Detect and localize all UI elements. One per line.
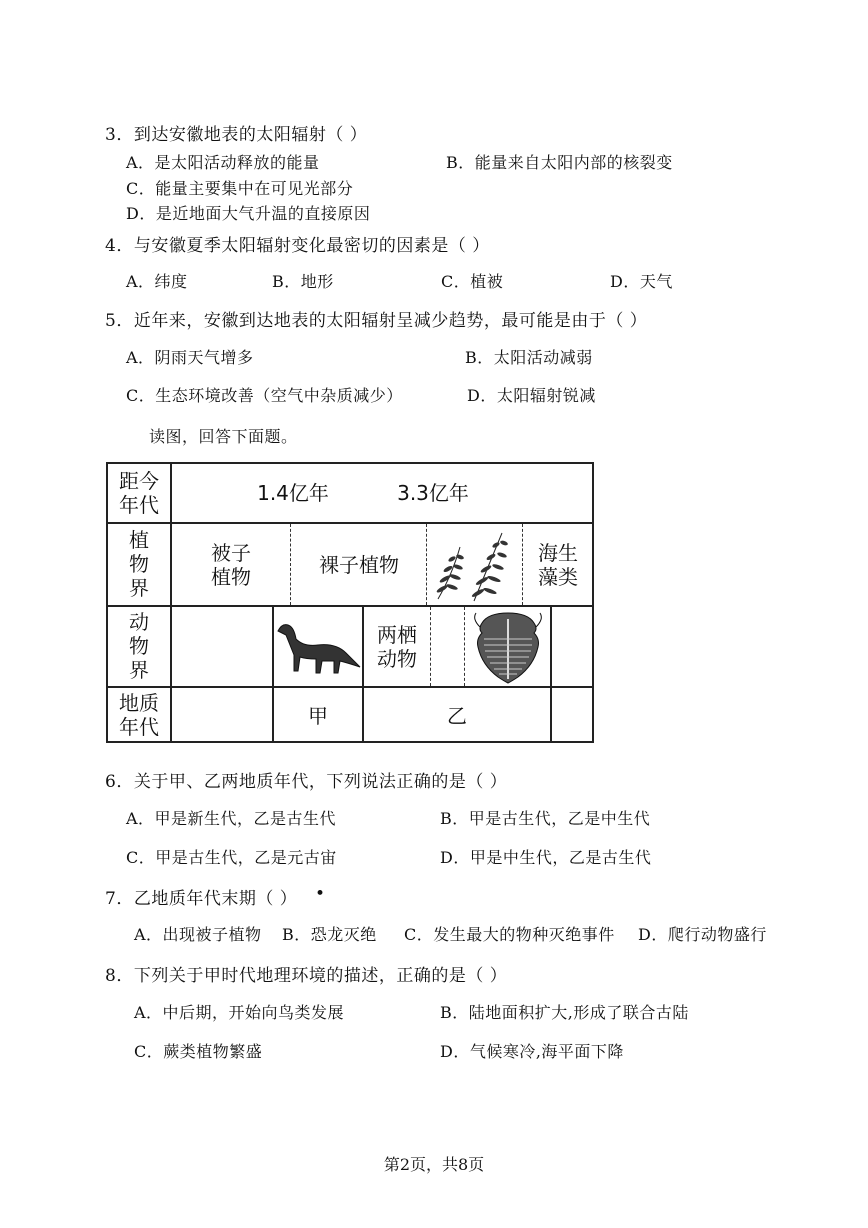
q6-option-d: D．甲是中生代，乙是古生代	[440, 848, 652, 867]
fern-illustration	[428, 524, 522, 605]
era-jia: 甲	[308, 703, 328, 728]
era-row-header: 地质 年代	[108, 686, 172, 743]
q3-option-d: D．是近地面大气升温的直接原因	[126, 204, 371, 223]
q7-mark: •	[315, 884, 326, 904]
q6-stem: 6．关于甲、乙两地质年代，下列说法正确的是（ ）	[105, 772, 508, 792]
q7-option-a: A．出现被子植物	[134, 925, 262, 944]
q7-stem: 7．乙地质年代末期（ ）	[105, 889, 298, 909]
q3-stem: 3．到达安徽地表的太阳辐射（ ）	[105, 125, 368, 145]
q8-option-a: A．中后期，开始向鸟类发展	[134, 1003, 345, 1022]
q5-stem: 5．近年来，安徽到达地表的太阳辐射呈减少趋势，最可能是由于（ ）	[105, 311, 648, 331]
q4-option-b: B．地形	[272, 272, 334, 291]
q3-option-a: A．是太阳活动释放的能量	[126, 153, 320, 172]
q4-option-d: D．天气	[610, 272, 673, 291]
plant-marine-algae: 海生 藻类	[538, 540, 578, 589]
time-label-1: 1.4亿年	[257, 481, 329, 505]
q5-option-b: B．太阳活动减弱	[465, 348, 593, 367]
q8-option-b: B．陆地面积扩大,形成了联合古陆	[440, 1003, 689, 1022]
q5-option-c: C．生态环境改善（空气中杂质减少）	[126, 386, 403, 405]
q3-option-b: B．能量来自太阳内部的核裂变	[446, 153, 673, 172]
trilobite-illustration	[466, 607, 550, 686]
animal-amphibian: 两栖 动物	[377, 622, 417, 671]
q5-option-a: A．阴雨天气增多	[126, 348, 254, 367]
q8-option-c: C．蕨类植物繁盛	[134, 1042, 263, 1061]
time-row-header: 距今 年代	[108, 464, 172, 522]
q8-stem: 8．下列关于甲时代地理环境的描述，正确的是（ ）	[105, 966, 508, 986]
time-label-2: 3.3亿年	[397, 481, 469, 505]
era-yi: 乙	[447, 703, 467, 728]
q6-option-b: B．甲是古生代，乙是中生代	[440, 809, 651, 828]
q4-stem: 4．与安徽夏季太阳辐射变化最密切的因素是（ ）	[105, 236, 490, 256]
q3-option-c: C．能量主要集中在可见光部分	[126, 179, 354, 198]
q8-option-d: D．气候寒冷,海平面下降	[440, 1042, 624, 1061]
q6-option-c: C．甲是古生代，乙是元古宙	[126, 848, 337, 867]
plant-gymnosperm: 裸子植物	[319, 552, 399, 577]
q7-option-c: C．发生最大的物种灭绝事件	[404, 925, 615, 944]
animal-row-header: 动 物 界	[108, 605, 172, 686]
q7-option-d: D．爬行动物盛行	[638, 925, 767, 944]
q4-option-a: A．纬度	[126, 272, 188, 291]
q4-option-c: C．植被	[441, 272, 504, 291]
plant-angiosperm: 被子 植物	[211, 540, 251, 589]
reading-intro: 读图，回答下面题。	[149, 427, 298, 446]
geologic-time-table	[106, 462, 594, 743]
plant-row-header: 植 物 界	[108, 522, 172, 605]
dinosaur-illustration	[274, 607, 362, 686]
q7-option-b: B．恐龙灭绝	[282, 925, 377, 944]
q5-option-d: D．太阳辐射锐减	[467, 386, 596, 405]
q6-option-a: A．甲是新生代，乙是古生代	[126, 809, 337, 828]
page-footer: 第2页，共8页	[383, 1155, 485, 1174]
